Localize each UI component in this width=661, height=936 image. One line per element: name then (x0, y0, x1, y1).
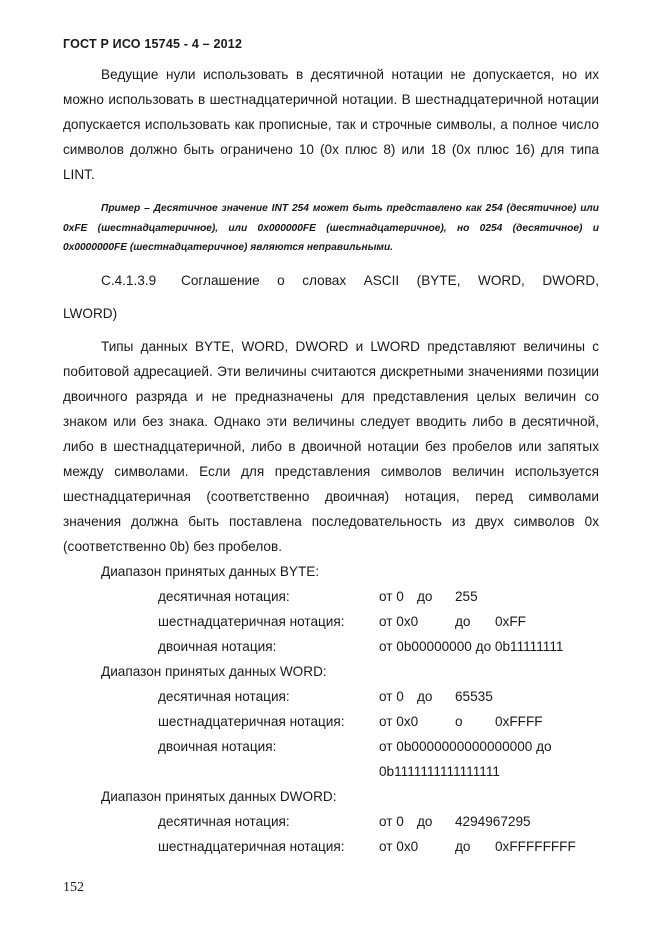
document-header: ГОСТ Р ИСО 15745 - 4 – 2012 (63, 37, 243, 51)
notation-label: шестнадцатеричная нотация: (158, 614, 345, 629)
range-value: 255 (455, 589, 478, 604)
word-dec-row (158, 684, 608, 709)
range-to: до (417, 814, 433, 829)
section-title-continuation: LWORD) (63, 306, 118, 321)
range-text: от 0b0000000000000000 до (379, 739, 552, 754)
range-value: 0xFFFF (495, 714, 543, 729)
notation-label: двоичная нотация: (158, 639, 277, 654)
range-from: от 0x0 (379, 614, 419, 629)
dword-range-title: Диапазон принятых данных DWORD: (101, 789, 337, 804)
byte-hex-row (158, 609, 608, 634)
range-to: до (417, 689, 433, 704)
range-from: от 0 (379, 689, 404, 704)
range-to: до (417, 589, 433, 604)
notation-label: шестнадцатеричная нотация: (158, 714, 345, 729)
range-to: до (455, 614, 471, 629)
byte-range-title: Диапазон принятых данных BYTE: (101, 564, 320, 579)
notation-label: десятичная нотация: (158, 589, 290, 604)
notation-label: шестнадцатеричная нотация: (158, 839, 345, 854)
word-range-title: Диапазон принятых данных WORD: (101, 664, 327, 679)
dword-hex-row (158, 834, 608, 859)
example-note: Пример – Десятичное значение INT 254 может быть представлено как 254 (десятичное) или 0xFE (шестнадцатеричное), или 0x000000FE (шестнадцатеричное), но 0254 (десятичное) и 0x0000000FE (шестнадцатеричное) являются неправильными. (63, 203, 599, 253)
word-hex-row (158, 709, 608, 734)
paragraph-leading-zeros: Ведущие нули использовать в десятичной нотации не допускается, но их можно использовать в шестнадцатеричной нотации. В шестнадцатеричной нотации допускается использовать как прописные, так и строчные символы, а полное число символов должно быть ограничено 10 (0x плюс 8) или 18 (0x плюс 16) для типа LINT. (63, 67, 599, 182)
word-bin-row (158, 734, 608, 759)
section-number: C.4.1.3.9 (101, 273, 157, 288)
range-value: 4294967295 (455, 814, 531, 829)
word-bin-row-cont (158, 759, 608, 784)
byte-bin-row (158, 634, 608, 659)
range-value: 0xFF (495, 614, 526, 629)
notation-label: десятичная нотация: (158, 689, 290, 704)
range-value: 65535 (455, 689, 493, 704)
range-to: до (455, 839, 471, 854)
range-from: от 0 (379, 589, 404, 604)
dword-dec-row (158, 809, 608, 834)
range-text-cont: 0b1111111111111111 (379, 764, 500, 779)
section-title: Соглашение о словах ASCII (BYTE, WORD, DWORD, (181, 273, 599, 288)
range-to: о (455, 714, 463, 729)
byte-dec-row (158, 584, 608, 609)
range-value: 0xFFFFFFFF (495, 839, 576, 854)
range-from: от 0 (379, 814, 404, 829)
notation-label: двоичная нотация: (158, 739, 277, 754)
paragraph-data-types: Типы данных BYTE, WORD, DWORD и LWORD представляют величины с побитовой адресацией. Эти величины считаются дискретными значениями позиции двоичного разряда и не предназначены для представления целых величин со знаком или без знака. Однако эти величины следует вводить либо в десятичной, либо в шестнадцатеричной, либо в двоичной нотации без пробелов или запятых между символами. Если для представления символов величин используется шестнадцатеричная (соответственно двоичная) нотация, перед символами значения должна быть поставлена последовательность из двух символов 0x (соответственно 0b) без пробелов. (63, 339, 599, 554)
page-number: 152 (63, 880, 84, 895)
range-from: от 0x0 (379, 714, 419, 729)
range-text: от 0b00000000 до 0b11111111 (379, 639, 564, 654)
range-from: от 0x0 (379, 839, 419, 854)
notation-label: десятичная нотация: (158, 814, 290, 829)
